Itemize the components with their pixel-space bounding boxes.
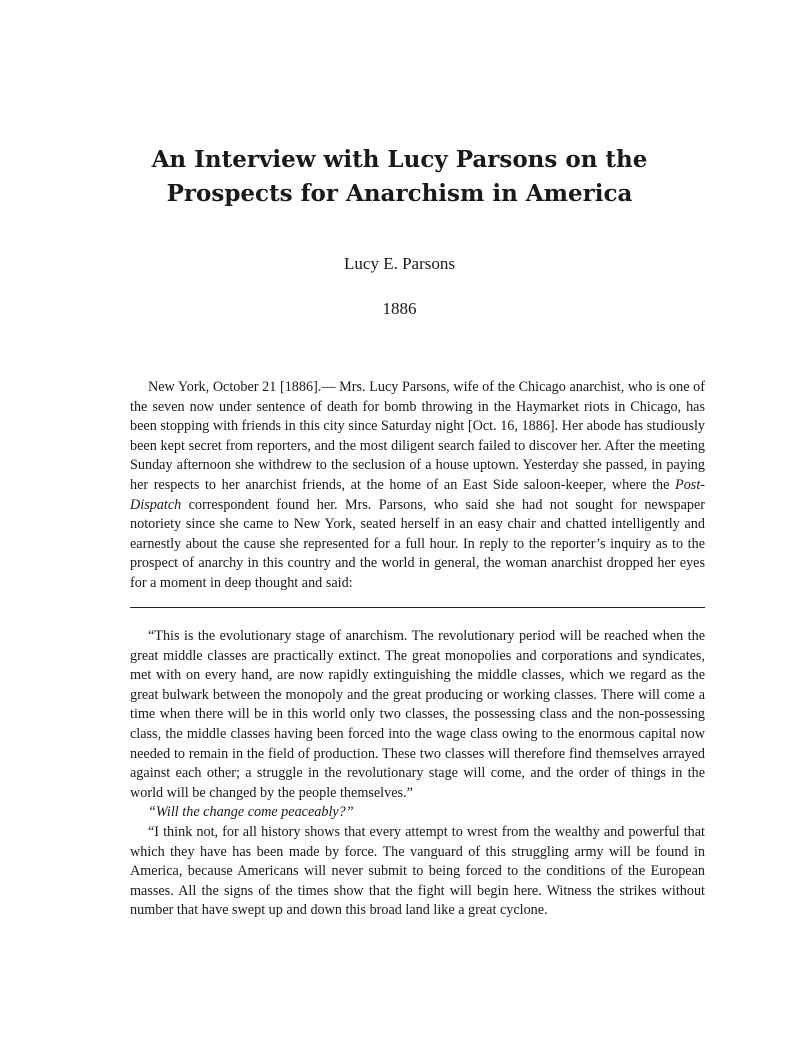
- answer-paragraph-2: “I think not, for all history shows that every attempt to wrest from the wealthy and powerful that which they have has been made by force. The vanguard of this struggling army will be found in America, because Americans will never submit to being forced to the conditions of the European masses. All the signs of the times show that the fight will begin here. Witness the strikes without number that have swept up and down this broad land like a great cyclone.: [130, 823, 705, 919]
- question-paragraph-1: [130, 803, 705, 823]
- newspaper-name: Post-Dispatch: [130, 476, 705, 513]
- section-divider: [130, 607, 705, 608]
- intro-paragraph: [130, 378, 705, 594]
- interview-section: [130, 627, 705, 921]
- title-line-1: An Interview with Lucy Parsons on the: [151, 146, 648, 173]
- author-name: Lucy E. Parsons: [344, 254, 455, 273]
- intro-text-part1: New York, October 21 [1886].— Mrs. Lucy Parsons, wife of the Chicago anarchist, who is one of the seven now under sentence of death for bomb throwing in the Haymarket riots in Chicago, has been stopping with friends in this city since Saturday night [Oct. 16, 1886]. Her abode has studiously been kept secret from reporters, and the most diligent search failed to discover her. After the meeting Sunday afternoon she withdrew to the seclusion of a house uptown. Yesterday she passed, in paying her respects to her anarchist friends, at the home of an East Side saloon-keeper, where the: [130, 379, 705, 493]
- answer-paragraph-1: “This is the evolutionary stage of anarchism. The revolutionary period will be reached when the great middle classes are practically extinct. The great monopolies and corporations and syndicates, met with on every hand, are now rapidly extinguishing the middle classes, which we regard as the great bulwark between the monopoly and the great producing or working classes. There will come a time when there will be in this world only two classes, the possessing class and the non-possessing class, the middle classes having been forced into the wage class owing to the enormous capital now needed to remain in the field of production. These two classes will therefore find themselves arrayed against each other; a struggle in the revolutionary stage will come, and the order of things in the world will be changed by the people themselves.”: [130, 628, 705, 801]
- intro-text-part2: correspondent found her. Mrs. Parsons, who said she had not sought for newspaper notoriety since she came to New York, seated herself in an easy chair and chatted intelligently and earnestly about the cause she represented for a full hour. In reply to the reporter’s inquiry as to the prospect of anarchy in this country and the world in general, the woman anarchist dropped her eyes for a moment in deep thought and said:: [130, 496, 705, 591]
- question-text: “Will the change come peaceably?”: [148, 804, 354, 821]
- document-title: [0, 143, 799, 211]
- title-line-2: Prospects for Anarchism in America: [166, 180, 633, 207]
- publication-year: 1886: [382, 299, 417, 318]
